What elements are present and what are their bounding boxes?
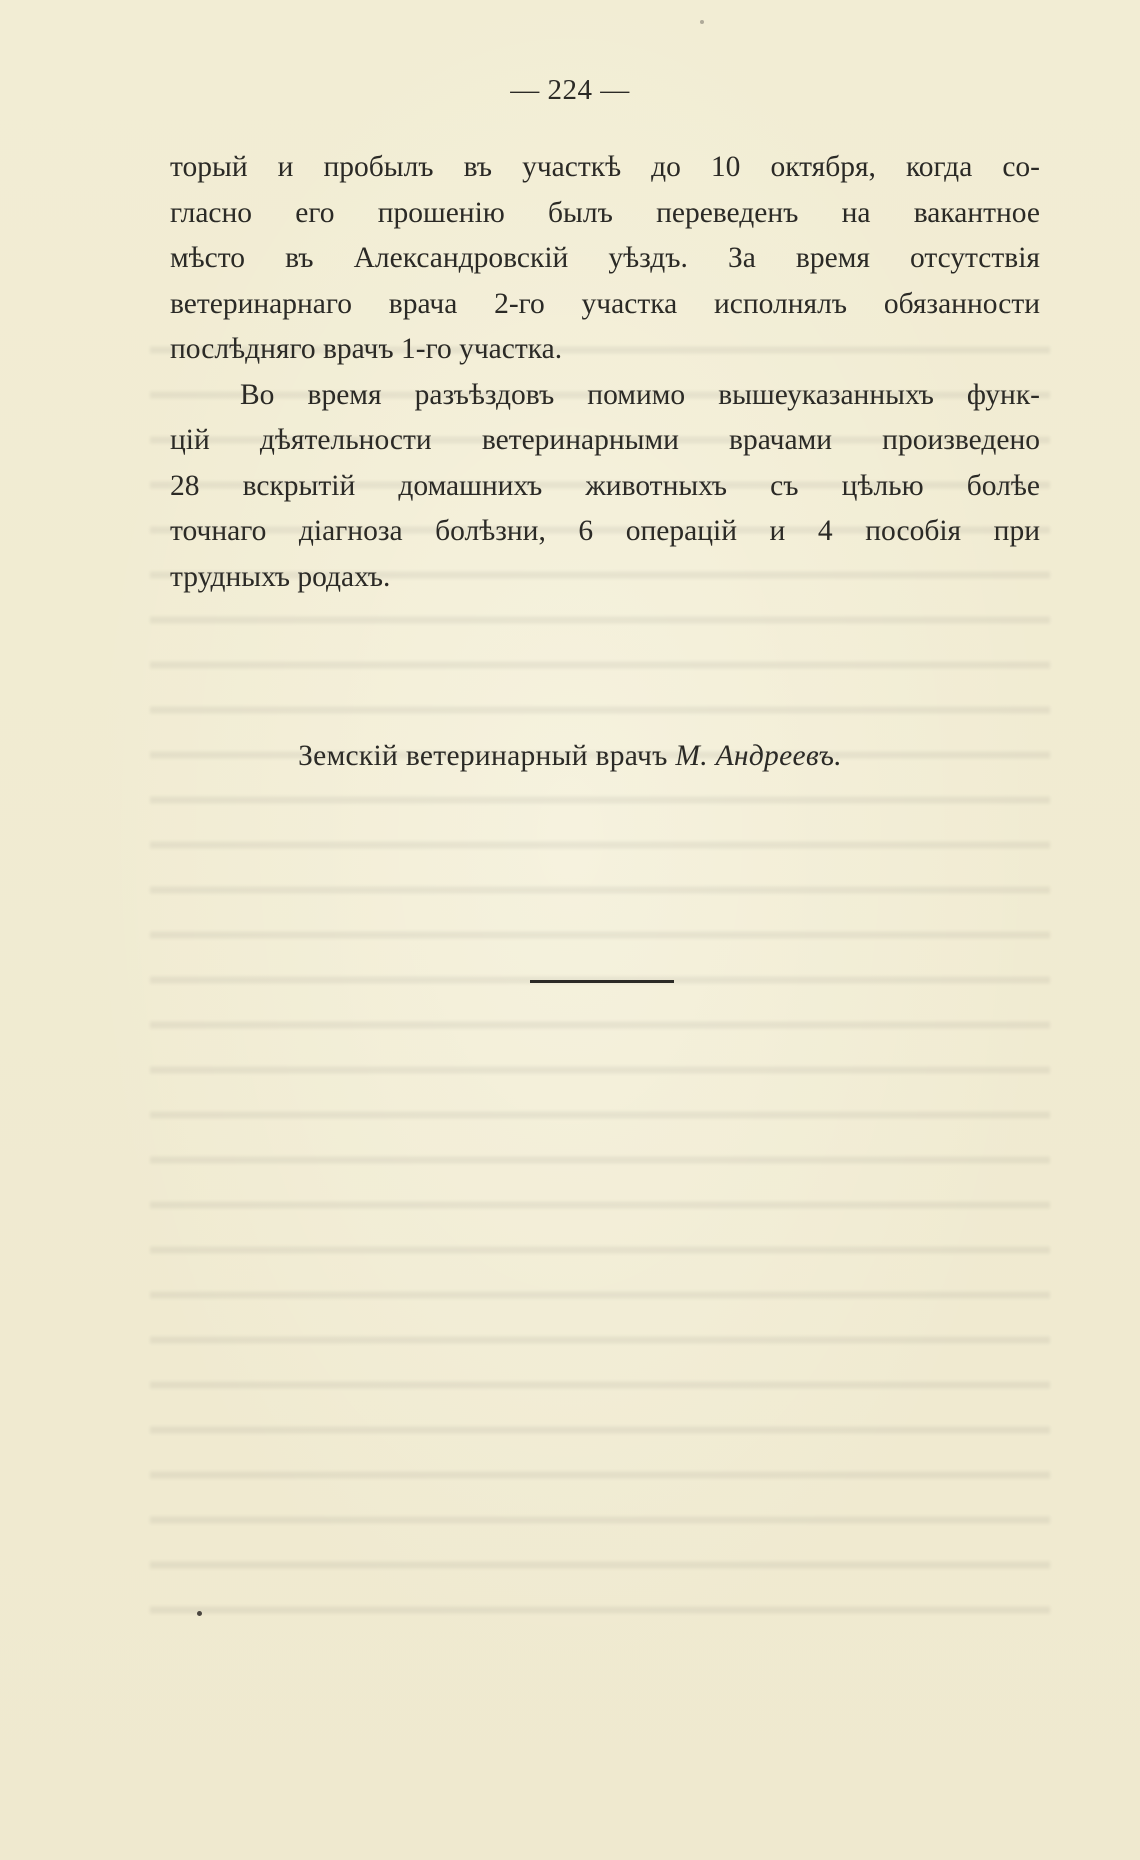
paragraph-1 [170,145,1040,373]
ink-speck [700,20,704,24]
text-line: трудныхъ родахъ. [170,560,391,593]
text-line: мѣсто въ Александровскій уѣздъ. За время отсутствія [170,242,1040,274]
text-line: торый и пробылъ въ участкѣ до 10 октября, когда со- [170,151,1040,183]
text-line: цій дѣятельности ветеринарными врачами произведено [170,424,1040,456]
horizontal-rule [530,980,674,983]
text-line: гласно его прошенію былъ переведенъ на вакантное [170,196,1040,229]
text-line: 28 вскрытій домашнихъ животныхъ съ цѣлью болѣе [170,469,1040,502]
paragraph-2 [170,373,1040,601]
page-number: — 224 — [510,74,630,106]
signature [0,740,1140,773]
text-line: точнаго діагноза болѣзни, 6 операцій и 4 пособія при [170,515,1040,547]
text-line: Во время разъѣздовъ помимо вышеуказанныхъ функ- [240,378,1040,411]
signature-name: М. Андреевъ. [675,740,842,772]
text-line: послѣдняго врачъ 1-го участка. [170,333,563,365]
body-text [170,145,1040,600]
ink-speck [197,1611,202,1616]
signature-title: Земскій ветеринарный врачъ [298,740,668,772]
text-line: ветеринарнаго врача 2-го участка исполнялъ обязанности [170,287,1040,320]
